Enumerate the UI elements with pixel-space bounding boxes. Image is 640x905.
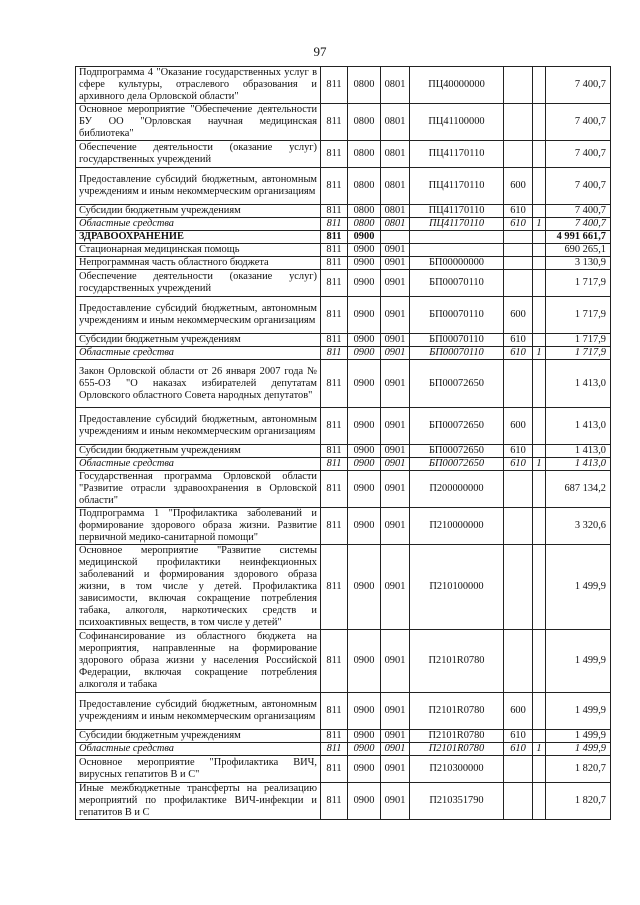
row-target-article-cell: П210300000 bbox=[410, 756, 504, 783]
row-subsection-cell: 0901 bbox=[381, 408, 410, 445]
row-section-cell: 0800 bbox=[348, 67, 381, 104]
row-expense-type-cell: 610 bbox=[504, 445, 533, 458]
row-grbs-cell: 811 bbox=[321, 244, 348, 257]
page-number: 97 bbox=[313, 44, 327, 59]
row-grbs-cell: 811 bbox=[321, 205, 348, 218]
row-target-article-cell bbox=[410, 244, 504, 257]
row-expense-type-cell: 610 bbox=[504, 730, 533, 743]
row-section-cell: 0900 bbox=[348, 257, 381, 270]
row-expense-type-cell: 610 bbox=[504, 218, 533, 231]
row-name-cell: Предоставление субсидий бюджетным, автономным учреждениям и иным некоммерческим организациям bbox=[76, 693, 321, 730]
table-row bbox=[76, 508, 611, 545]
row-subsection-cell: 0801 bbox=[381, 67, 410, 104]
row-amount-cell: 7 400,7 bbox=[546, 67, 611, 104]
row-grbs-cell: 811 bbox=[321, 334, 348, 347]
row-expense-type-cell bbox=[504, 545, 533, 630]
table-row bbox=[76, 205, 611, 218]
row-name-cell: Подпрограмма 1 "Профилактика заболеваний и формирование здорового образа жизни. Развитие первичной медико-санитарной помощи" bbox=[76, 508, 321, 545]
row-grbs-cell: 811 bbox=[321, 508, 348, 545]
row-name-cell: Стационарная медицинская помощь bbox=[76, 244, 321, 257]
row-grbs-cell: 811 bbox=[321, 445, 348, 458]
row-subsection-cell: 0901 bbox=[381, 693, 410, 730]
table-row bbox=[76, 141, 611, 168]
row-target-article-cell: БП00072650 bbox=[410, 360, 504, 408]
row-name-cell: Предоставление субсидий бюджетным, автономным учреждениям и иным некоммерческим организациям bbox=[76, 297, 321, 334]
row-expense-type-cell bbox=[504, 471, 533, 508]
table-row bbox=[76, 104, 611, 141]
table-row bbox=[76, 218, 611, 231]
row-grbs-cell: 811 bbox=[321, 270, 348, 297]
row-grbs-cell: 811 bbox=[321, 743, 348, 756]
row-grbs-cell: 811 bbox=[321, 783, 348, 820]
row-source-cell: 1 bbox=[533, 458, 546, 471]
table-row bbox=[76, 756, 611, 783]
row-source-cell bbox=[533, 297, 546, 334]
row-name-cell: Областные средства bbox=[76, 347, 321, 360]
row-name-cell: Субсидии бюджетным учреждениям bbox=[76, 205, 321, 218]
row-grbs-cell: 811 bbox=[321, 545, 348, 630]
row-target-article-cell: ПЦ41170110 bbox=[410, 218, 504, 231]
table-row bbox=[76, 408, 611, 445]
row-subsection-cell bbox=[381, 231, 410, 244]
row-expense-type-cell: 600 bbox=[504, 297, 533, 334]
row-amount-cell: 690 265,1 bbox=[546, 244, 611, 257]
row-section-cell: 0900 bbox=[348, 471, 381, 508]
row-grbs-cell: 811 bbox=[321, 104, 348, 141]
row-expense-type-cell bbox=[504, 231, 533, 244]
row-subsection-cell: 0901 bbox=[381, 783, 410, 820]
row-grbs-cell: 811 bbox=[321, 730, 348, 743]
row-subsection-cell: 0901 bbox=[381, 471, 410, 508]
row-expense-type-cell bbox=[504, 360, 533, 408]
row-expense-type-cell bbox=[504, 141, 533, 168]
row-source-cell bbox=[533, 244, 546, 257]
row-grbs-cell: 811 bbox=[321, 257, 348, 270]
row-amount-cell: 1 413,0 bbox=[546, 408, 611, 445]
table-row bbox=[76, 231, 611, 244]
row-grbs-cell: 811 bbox=[321, 471, 348, 508]
row-expense-type-cell: 610 bbox=[504, 458, 533, 471]
row-amount-cell: 1 820,7 bbox=[546, 783, 611, 820]
table-row bbox=[76, 257, 611, 270]
row-target-article-cell: БП00072650 bbox=[410, 408, 504, 445]
row-name-cell: Субсидии бюджетным учреждениям bbox=[76, 730, 321, 743]
table-row bbox=[76, 168, 611, 205]
row-subsection-cell: 0901 bbox=[381, 334, 410, 347]
row-amount-cell: 3 320,6 bbox=[546, 508, 611, 545]
row-section-cell: 0900 bbox=[348, 297, 381, 334]
row-grbs-cell: 811 bbox=[321, 360, 348, 408]
row-name-cell: ЗДРАВООХРАНЕНИЕ bbox=[76, 231, 321, 244]
row-expense-type-cell bbox=[504, 756, 533, 783]
row-subsection-cell: 0901 bbox=[381, 458, 410, 471]
row-subsection-cell: 0901 bbox=[381, 347, 410, 360]
row-grbs-cell: 811 bbox=[321, 297, 348, 334]
row-source-cell bbox=[533, 545, 546, 630]
table-row bbox=[76, 334, 611, 347]
row-section-cell: 0800 bbox=[348, 205, 381, 218]
row-expense-type-cell bbox=[504, 67, 533, 104]
row-expense-type-cell bbox=[504, 630, 533, 693]
row-source-cell: 1 bbox=[533, 347, 546, 360]
row-source-cell bbox=[533, 257, 546, 270]
row-source-cell bbox=[533, 67, 546, 104]
row-target-article-cell: П210000000 bbox=[410, 508, 504, 545]
row-target-article-cell: П2101R0780 bbox=[410, 693, 504, 730]
row-target-article-cell: БП00000000 bbox=[410, 257, 504, 270]
row-target-article-cell: ПЦ40000000 bbox=[410, 67, 504, 104]
row-name-cell: Основное мероприятие "Развитие системы медицинской профилактики неинфекционных заболеваний и формирования здорового образа жизни, в том числе у детей. Профилактика зависимости, включая сокращение потребления табака, алкоголя, наркотических средств и психоактивных веществ, в том числе у детей" bbox=[76, 545, 321, 630]
row-name-cell: Субсидии бюджетным учреждениям bbox=[76, 334, 321, 347]
row-name-cell: Государственная программа Орловской области "Развитие отрасли здравоохранения в Орловской области" bbox=[76, 471, 321, 508]
row-amount-cell: 1 499,9 bbox=[546, 693, 611, 730]
row-expense-type-cell bbox=[504, 104, 533, 141]
row-name-cell: Предоставление субсидий бюджетным, автономным учреждениям и иным некоммерческим организациям bbox=[76, 168, 321, 205]
row-section-cell: 0800 bbox=[348, 141, 381, 168]
row-amount-cell: 7 400,7 bbox=[546, 141, 611, 168]
row-name-cell: Обеспечение деятельности (оказание услуг) государственных учреждений bbox=[76, 141, 321, 168]
row-subsection-cell: 0901 bbox=[381, 508, 410, 545]
row-section-cell: 0900 bbox=[348, 360, 381, 408]
row-expense-type-cell bbox=[504, 244, 533, 257]
row-section-cell: 0900 bbox=[348, 756, 381, 783]
row-subsection-cell: 0901 bbox=[381, 545, 410, 630]
row-expense-type-cell bbox=[504, 508, 533, 545]
row-target-article-cell: П2101R0780 bbox=[410, 630, 504, 693]
table-row bbox=[76, 471, 611, 508]
row-target-article-cell: БП00070110 bbox=[410, 297, 504, 334]
row-subsection-cell: 0801 bbox=[381, 104, 410, 141]
row-source-cell bbox=[533, 471, 546, 508]
row-grbs-cell: 811 bbox=[321, 231, 348, 244]
row-section-cell: 0900 bbox=[348, 783, 381, 820]
row-section-cell: 0900 bbox=[348, 458, 381, 471]
table-row bbox=[76, 783, 611, 820]
row-amount-cell: 7 400,7 bbox=[546, 168, 611, 205]
row-amount-cell: 1 413,0 bbox=[546, 360, 611, 408]
row-amount-cell: 1 413,0 bbox=[546, 445, 611, 458]
row-grbs-cell: 811 bbox=[321, 141, 348, 168]
row-source-cell bbox=[533, 730, 546, 743]
row-target-article-cell: П2101R0780 bbox=[410, 730, 504, 743]
row-amount-cell: 1 499,9 bbox=[546, 730, 611, 743]
table-row bbox=[76, 445, 611, 458]
row-name-cell: Областные средства bbox=[76, 458, 321, 471]
row-source-cell bbox=[533, 756, 546, 783]
row-grbs-cell: 811 bbox=[321, 458, 348, 471]
row-amount-cell: 7 400,7 bbox=[546, 205, 611, 218]
row-target-article-cell: П210351790 bbox=[410, 783, 504, 820]
table-row bbox=[76, 360, 611, 408]
row-target-article-cell: П200000000 bbox=[410, 471, 504, 508]
row-section-cell: 0900 bbox=[348, 244, 381, 257]
row-grbs-cell: 811 bbox=[321, 408, 348, 445]
row-subsection-cell: 0801 bbox=[381, 141, 410, 168]
row-source-cell bbox=[533, 231, 546, 244]
row-name-cell: Иные межбюджетные трансферты на реализацию мероприятий по профилактике ВИЧ-инфекции и гепатитов В и С bbox=[76, 783, 321, 820]
row-target-article-cell: ПЦ41170110 bbox=[410, 205, 504, 218]
row-amount-cell: 7 400,7 bbox=[546, 104, 611, 141]
row-target-article-cell: БП00070110 bbox=[410, 334, 504, 347]
row-section-cell: 0900 bbox=[348, 408, 381, 445]
row-source-cell bbox=[533, 360, 546, 408]
row-subsection-cell: 0901 bbox=[381, 244, 410, 257]
row-section-cell: 0900 bbox=[348, 743, 381, 756]
row-section-cell: 0900 bbox=[348, 445, 381, 458]
row-source-cell bbox=[533, 783, 546, 820]
row-expense-type-cell: 610 bbox=[504, 347, 533, 360]
row-section-cell: 0900 bbox=[348, 630, 381, 693]
row-subsection-cell: 0901 bbox=[381, 297, 410, 334]
row-amount-cell: 1 820,7 bbox=[546, 756, 611, 783]
row-section-cell: 0900 bbox=[348, 693, 381, 730]
table-row bbox=[76, 270, 611, 297]
row-amount-cell: 1 717,9 bbox=[546, 334, 611, 347]
row-name-cell: Предоставление субсидий бюджетным, автономным учреждениям и иным некоммерческим организациям bbox=[76, 408, 321, 445]
row-section-cell: 0900 bbox=[348, 334, 381, 347]
table-row bbox=[76, 244, 611, 257]
row-name-cell: Основное мероприятие "Обеспечение деятельности БУ ОО "Орловская научная медицинская библиотека" bbox=[76, 104, 321, 141]
row-target-article-cell bbox=[410, 231, 504, 244]
row-amount-cell: 7 400,7 bbox=[546, 218, 611, 231]
row-name-cell: Софинансирование из областного бюджета на мероприятия, направленные на формирование здорового образа жизни у населения Российской Федерации, включая сокращение потребления алкоголя и табака bbox=[76, 630, 321, 693]
row-subsection-cell: 0901 bbox=[381, 360, 410, 408]
row-target-article-cell: ПЦ41170110 bbox=[410, 168, 504, 205]
table-row bbox=[76, 693, 611, 730]
row-amount-cell: 4 991 661,7 bbox=[546, 231, 611, 244]
row-source-cell bbox=[533, 270, 546, 297]
budget-table-body bbox=[76, 67, 611, 820]
row-section-cell: 0900 bbox=[348, 347, 381, 360]
row-amount-cell: 3 130,9 bbox=[546, 257, 611, 270]
row-subsection-cell: 0901 bbox=[381, 270, 410, 297]
row-section-cell: 0900 bbox=[348, 270, 381, 297]
row-grbs-cell: 811 bbox=[321, 693, 348, 730]
row-target-article-cell: БП00070110 bbox=[410, 270, 504, 297]
row-target-article-cell: БП00072650 bbox=[410, 445, 504, 458]
row-name-cell: Подпрограмма 4 "Оказание государственных услуг в сфере культуры, отраслевого образования и архивного дела Орловской области" bbox=[76, 67, 321, 104]
row-grbs-cell: 811 bbox=[321, 218, 348, 231]
row-source-cell bbox=[533, 508, 546, 545]
row-amount-cell: 687 134,2 bbox=[546, 471, 611, 508]
row-source-cell bbox=[533, 168, 546, 205]
row-subsection-cell: 0901 bbox=[381, 743, 410, 756]
row-source-cell bbox=[533, 334, 546, 347]
row-target-article-cell: П2101R0780 bbox=[410, 743, 504, 756]
row-subsection-cell: 0801 bbox=[381, 168, 410, 205]
row-target-article-cell: БП00072650 bbox=[410, 458, 504, 471]
row-section-cell: 0800 bbox=[348, 168, 381, 205]
table-row bbox=[76, 730, 611, 743]
row-expense-type-cell: 600 bbox=[504, 408, 533, 445]
row-name-cell: Областные средства bbox=[76, 218, 321, 231]
row-expense-type-cell: 610 bbox=[504, 743, 533, 756]
table-row bbox=[76, 347, 611, 360]
row-source-cell bbox=[533, 141, 546, 168]
row-target-article-cell: БП00070110 bbox=[410, 347, 504, 360]
row-name-cell: Обеспечение деятельности (оказание услуг) государственных учреждений bbox=[76, 270, 321, 297]
row-subsection-cell: 0901 bbox=[381, 445, 410, 458]
row-grbs-cell: 811 bbox=[321, 67, 348, 104]
table-row bbox=[76, 630, 611, 693]
row-grbs-cell: 811 bbox=[321, 630, 348, 693]
row-source-cell: 1 bbox=[533, 743, 546, 756]
row-subsection-cell: 0901 bbox=[381, 257, 410, 270]
row-amount-cell: 1 413,0 bbox=[546, 458, 611, 471]
row-grbs-cell: 811 bbox=[321, 756, 348, 783]
row-target-article-cell: П210100000 bbox=[410, 545, 504, 630]
row-name-cell: Непрограммная часть областного бюджета bbox=[76, 257, 321, 270]
row-expense-type-cell: 610 bbox=[504, 334, 533, 347]
row-amount-cell: 1 717,9 bbox=[546, 297, 611, 334]
row-name-cell: Закон Орловской области от 26 января 2007 года № 655-ОЗ "О наказах избирателей депутатам Орловского областного Совета народных депутатов" bbox=[76, 360, 321, 408]
row-section-cell: 0900 bbox=[348, 508, 381, 545]
row-name-cell: Областные средства bbox=[76, 743, 321, 756]
table-row bbox=[76, 545, 611, 630]
row-source-cell bbox=[533, 408, 546, 445]
row-name-cell: Основное мероприятие "Профилактика ВИЧ, вирусных гепатитов В и С" bbox=[76, 756, 321, 783]
row-subsection-cell: 0901 bbox=[381, 730, 410, 743]
row-expense-type-cell: 600 bbox=[504, 168, 533, 205]
row-source-cell bbox=[533, 104, 546, 141]
row-subsection-cell: 0801 bbox=[381, 218, 410, 231]
row-target-article-cell: ПЦ41100000 bbox=[410, 104, 504, 141]
row-section-cell: 0800 bbox=[348, 218, 381, 231]
table-row bbox=[76, 297, 611, 334]
table-row bbox=[76, 743, 611, 756]
row-source-cell bbox=[533, 445, 546, 458]
row-expense-type-cell bbox=[504, 270, 533, 297]
table-row bbox=[76, 67, 611, 104]
row-source-cell bbox=[533, 205, 546, 218]
row-source-cell: 1 bbox=[533, 218, 546, 231]
row-expense-type-cell bbox=[504, 257, 533, 270]
row-amount-cell: 1 499,9 bbox=[546, 630, 611, 693]
row-amount-cell: 1 717,9 bbox=[546, 347, 611, 360]
row-section-cell: 0800 bbox=[348, 104, 381, 141]
row-amount-cell: 1 717,9 bbox=[546, 270, 611, 297]
row-grbs-cell: 811 bbox=[321, 347, 348, 360]
row-grbs-cell: 811 bbox=[321, 168, 348, 205]
row-amount-cell: 1 499,9 bbox=[546, 545, 611, 630]
row-section-cell: 0900 bbox=[348, 730, 381, 743]
row-expense-type-cell: 610 bbox=[504, 205, 533, 218]
row-source-cell bbox=[533, 693, 546, 730]
row-section-cell: 0900 bbox=[348, 231, 381, 244]
row-subsection-cell: 0801 bbox=[381, 205, 410, 218]
row-amount-cell: 1 499,9 bbox=[546, 743, 611, 756]
row-subsection-cell: 0901 bbox=[381, 756, 410, 783]
row-subsection-cell: 0901 bbox=[381, 630, 410, 693]
table-row bbox=[76, 458, 611, 471]
row-expense-type-cell bbox=[504, 783, 533, 820]
row-section-cell: 0900 bbox=[348, 545, 381, 630]
row-name-cell: Субсидии бюджетным учреждениям bbox=[76, 445, 321, 458]
row-source-cell bbox=[533, 630, 546, 693]
budget-table bbox=[75, 66, 611, 820]
row-target-article-cell: ПЦ41170110 bbox=[410, 141, 504, 168]
row-expense-type-cell: 600 bbox=[504, 693, 533, 730]
